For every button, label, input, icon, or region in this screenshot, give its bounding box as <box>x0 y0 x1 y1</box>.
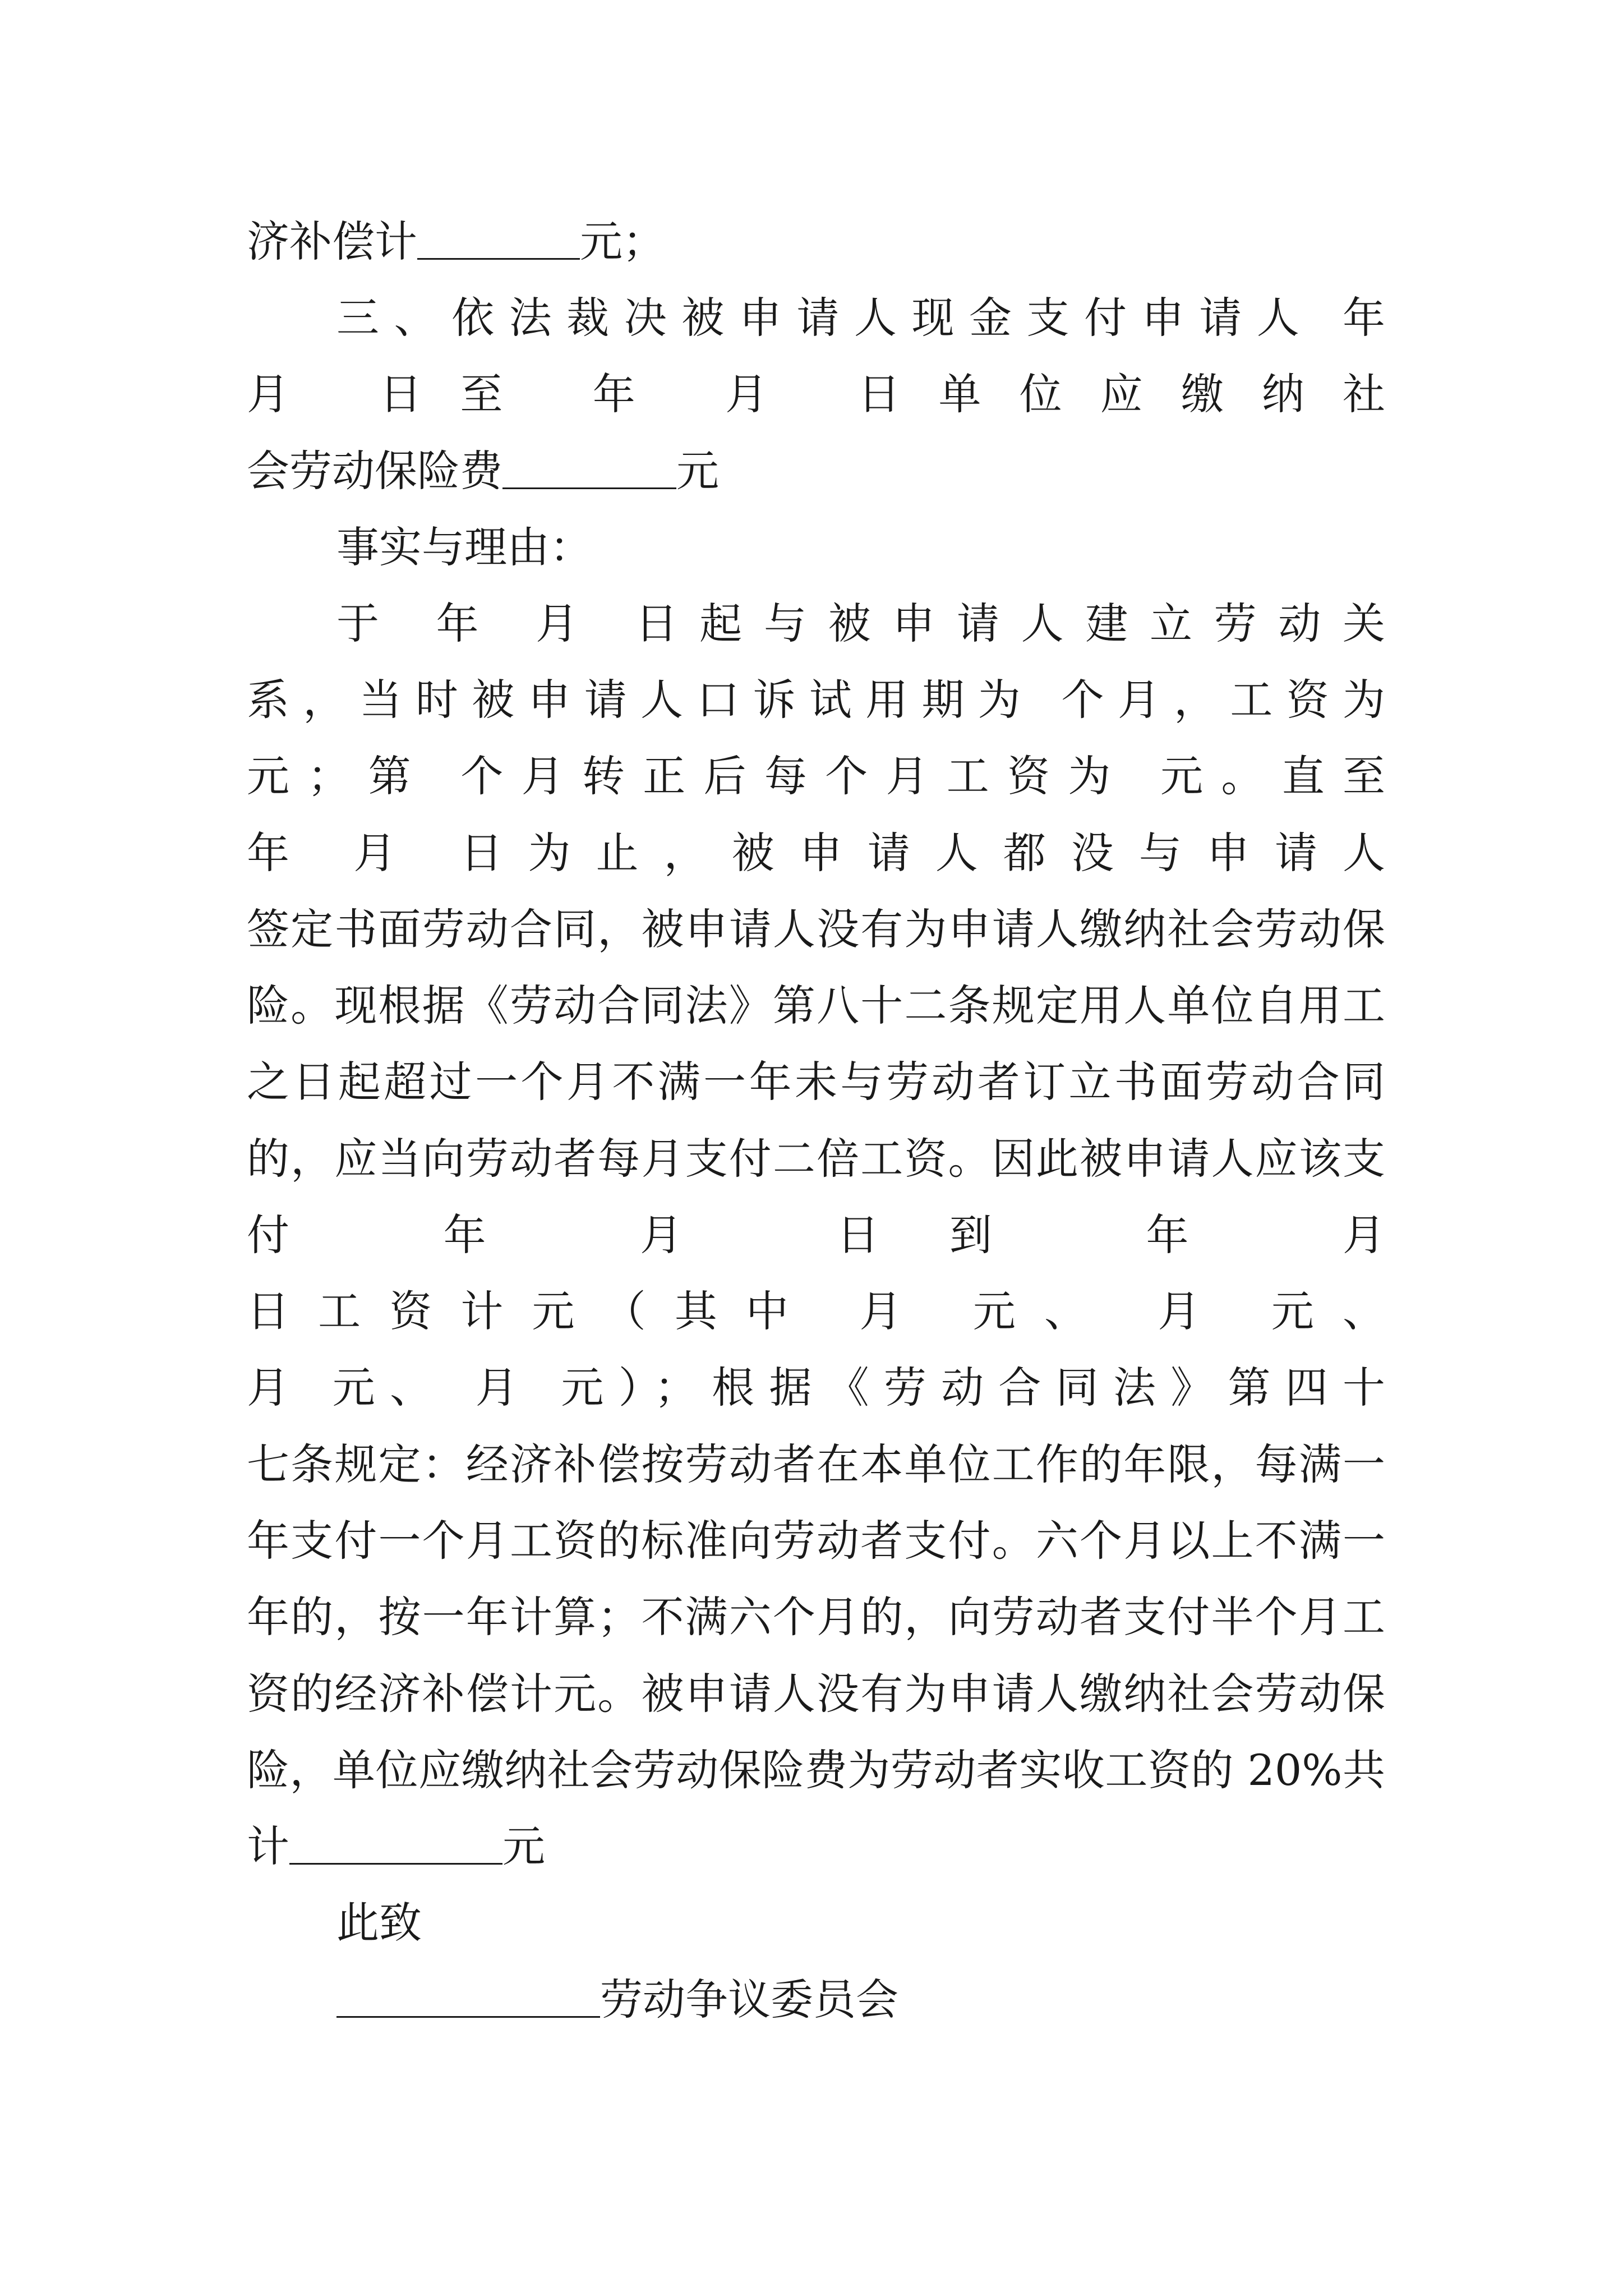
closing-salutation: 此致 <box>336 1898 422 1948</box>
text-line: 之日起超过一个月不满一年未与劳动者订立书面劳动合同 <box>247 1057 1385 1107</box>
text-line: 险。现根据《劳动合同法》第八十二条规定用人单位自用工 <box>247 981 1385 1030</box>
section-heading: 事实与理由： <box>336 522 592 572</box>
text-line: 险，单位应缴纳社会劳动保险费为劳动者实收工资的 20%共 <box>247 1745 1385 1795</box>
fill-blank <box>502 448 676 489</box>
text-line: 日工资计元（其中 月 元、 月 元、 <box>247 1286 1385 1336</box>
text-line: 年支付一个月工资的标准向劳动者支付。六个月以上不满一 <box>247 1516 1385 1566</box>
fill-blank <box>289 1824 502 1865</box>
text-line: 济补偿计 元； <box>247 217 665 266</box>
text-line: 三、依法裁决被申请人现金支付申请人 年 <box>336 293 1386 343</box>
text-line: 签定书面劳动合同，被申请人没有为申请人缴纳社会劳动保 <box>247 904 1385 954</box>
fill-blank <box>336 1977 600 2018</box>
recipient-line: 劳动争议委员会 <box>336 1961 1385 2039</box>
text-line: 七条规定：经济补偿按劳动者在本单位工作的年限，每满一 <box>247 1439 1385 1489</box>
text-line: 资的经济补偿计元。被申请人没有为申请人缴纳社会劳动保 <box>247 1669 1385 1719</box>
text-line: 于 年 月 日起与被申请人建立劳动关 <box>336 599 1386 648</box>
text-line: 元；第 个月转正后每个月工资为 元。直至 <box>247 751 1386 801</box>
text-line: 的，应当向劳动者每月支付二倍工资。因此被申请人应该支 <box>247 1134 1385 1184</box>
text-line: 月 日至 年 月 日单位应缴纳社 <box>247 369 1385 419</box>
text-line: 会劳动保险费 元 <box>247 446 719 496</box>
text-line: 年 月 日为止，被申请人都没与申请人 <box>247 828 1386 878</box>
text-line: 付 年 月 日到 年 月 <box>247 1210 1385 1260</box>
text-line: 系，当时被申请人口诉试用期为 个月，工资为 <box>247 675 1386 725</box>
fill-blank <box>417 219 580 260</box>
text-line: 年的，按一年计算；不满六个月的，向劳动者支付半个月工 <box>247 1592 1385 1642</box>
text-line: 月 元、 月 元）；根据《劳动合同法》第四十 <box>247 1363 1385 1412</box>
text-line: 计 元 <box>247 1821 545 1871</box>
